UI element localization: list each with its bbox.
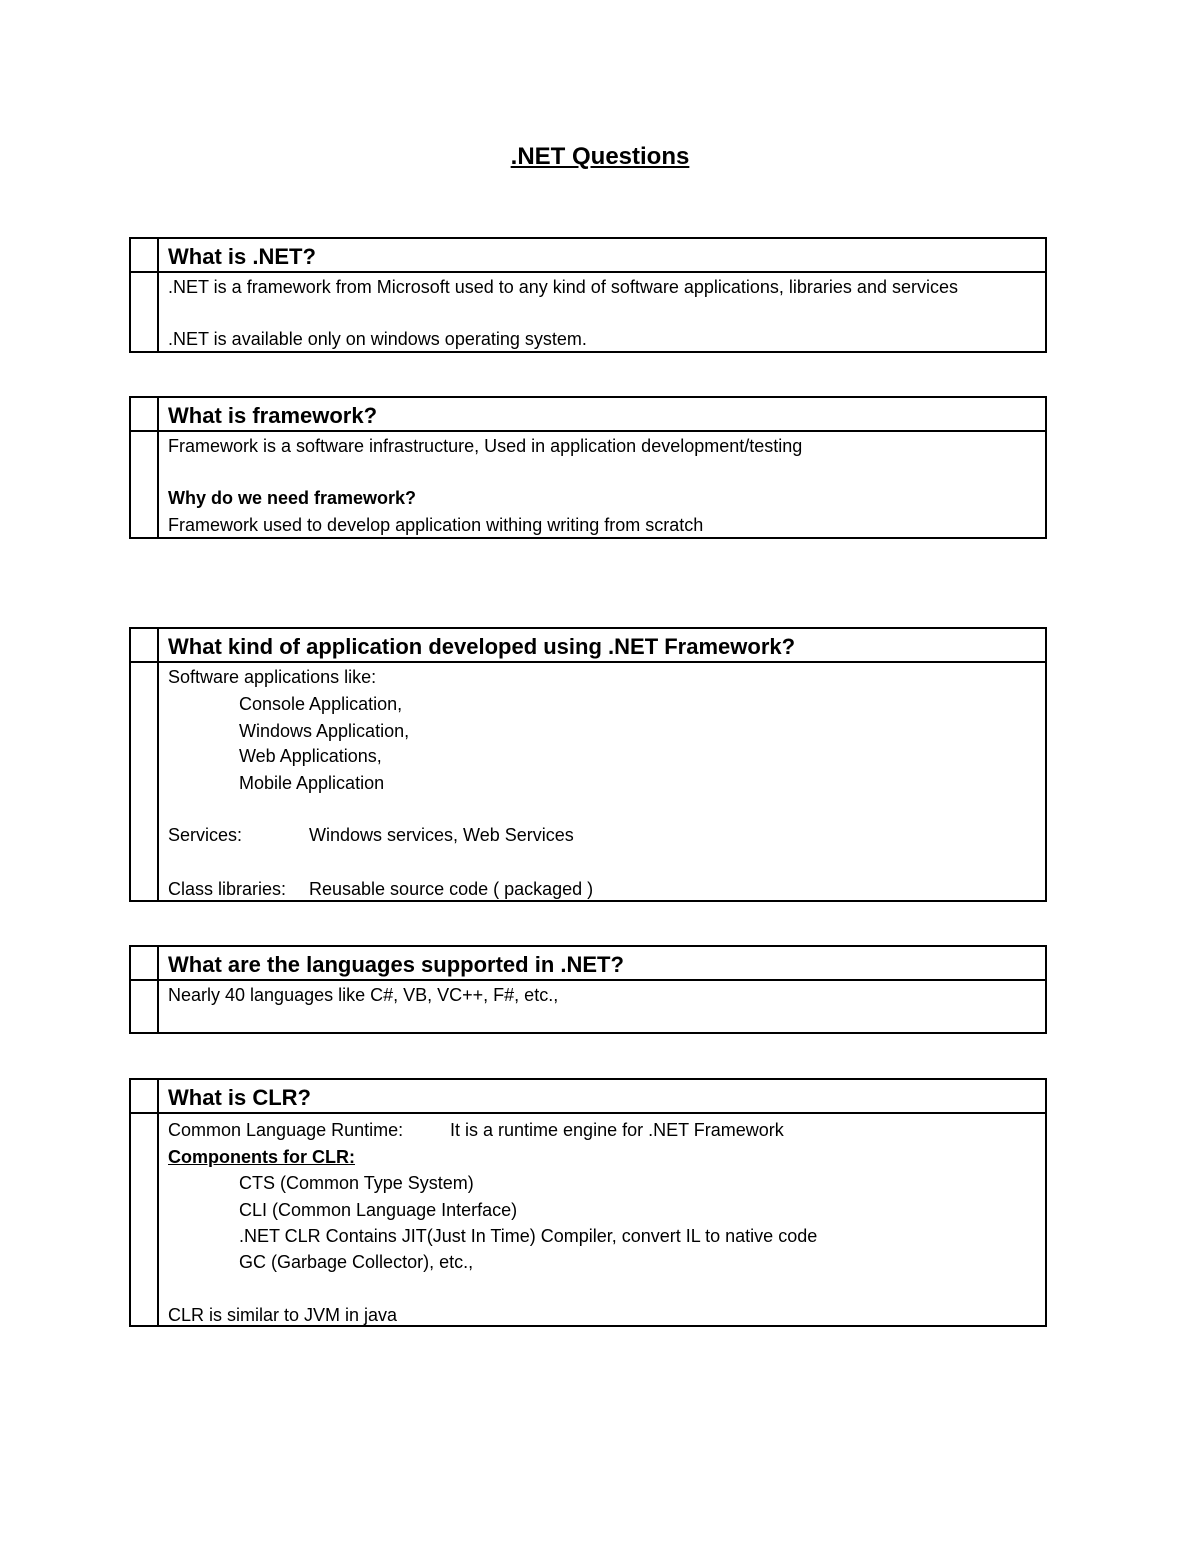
question-application-kinds — [129, 627, 1047, 902]
answer-line: Software applications like: — [168, 667, 377, 687]
answer-line: .NET is available only on windows operating system. — [168, 329, 587, 349]
list-item: Windows Application, — [239, 721, 410, 741]
sub-question: Why do we need framework? — [168, 488, 417, 508]
list-item: GC (Garbage Collector), etc., — [239, 1252, 474, 1272]
clr-value: It is a runtime engine for .NET Framework — [450, 1120, 784, 1140]
question-heading: What is framework? — [131, 398, 1045, 432]
class-libraries-row — [168, 878, 594, 900]
question-what-is-framework — [129, 396, 1047, 539]
services-row — [168, 824, 574, 846]
list-item: Web Applications, — [239, 746, 382, 766]
list-item: CLI (Common Language Interface) — [239, 1200, 518, 1220]
services-value: Windows services, Web Services — [309, 825, 574, 845]
page-title: .NET Questions — [510, 143, 690, 170]
answer-body — [131, 273, 1045, 351]
question-what-is-net — [129, 237, 1047, 353]
list-item: Mobile Application — [239, 773, 385, 793]
class-libraries-value: Reusable source code ( packaged ) — [309, 879, 594, 899]
answer-line: .NET is a framework from Microsoft used to any kind of software applications, libraries and services — [168, 277, 958, 297]
question-heading: What is CLR? — [131, 1080, 1045, 1114]
question-heading: What kind of application developed using .NET Framework? — [131, 629, 1045, 663]
answer-body — [131, 432, 1045, 537]
question-heading: What is .NET? — [131, 239, 1045, 273]
question-languages — [129, 945, 1047, 1034]
list-item: CTS (Common Type System) — [239, 1173, 474, 1193]
answer-line: Nearly 40 languages like C#, VB, VC++, F#, etc., — [168, 985, 559, 1005]
answer-body — [131, 981, 1045, 1032]
question-what-is-clr — [129, 1078, 1047, 1327]
answer-body — [131, 663, 1045, 900]
clr-definition-row — [168, 1119, 784, 1141]
components-heading: Components for CLR: — [168, 1147, 355, 1167]
list-item: Console Application, — [239, 694, 403, 714]
services-label: Services: — [168, 825, 243, 845]
clr-label: Common Language Runtime: — [168, 1120, 404, 1140]
answer-line: CLR is similar to JVM in java — [168, 1305, 398, 1325]
question-heading: What are the languages supported in .NET? — [131, 947, 1045, 981]
list-item: .NET CLR Contains JIT(Just In Time) Compiler, convert IL to native code — [239, 1226, 818, 1246]
answer-line: Framework used to develop application withing writing from scratch — [168, 515, 704, 535]
answer-body — [131, 1114, 1045, 1325]
class-libraries-label: Class libraries: — [168, 879, 287, 899]
answer-line: Framework is a software infrastructure, Used in application development/testing — [168, 436, 803, 456]
